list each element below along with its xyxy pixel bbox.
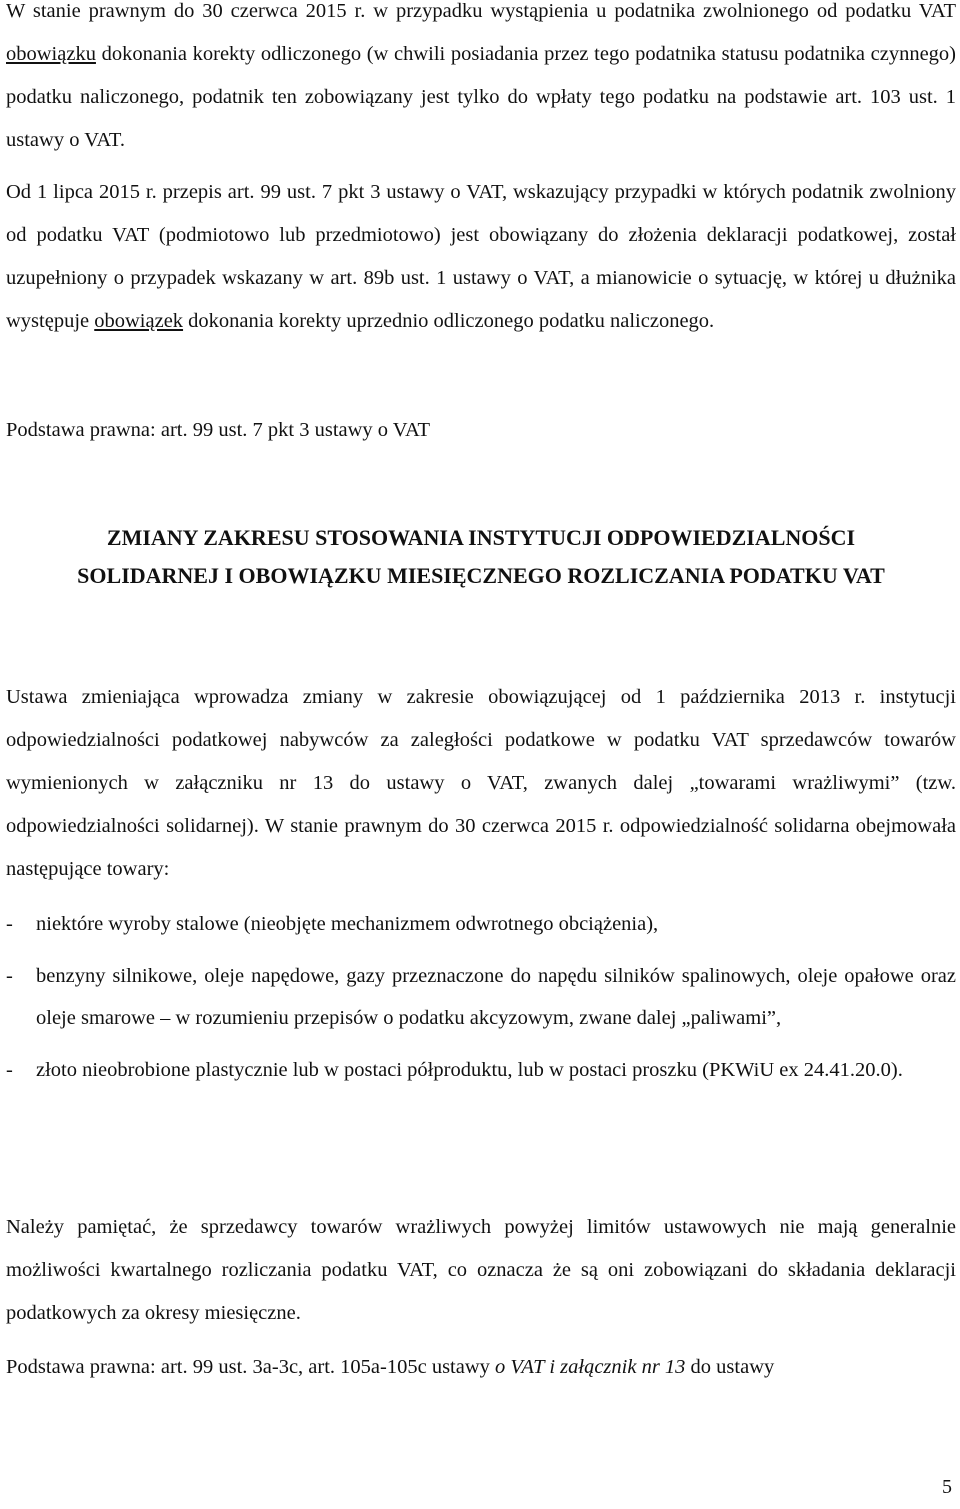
paragraph-legal-state — [6, 0, 956, 162]
list-item-text: złoto nieobrobione plastycznie lub w postaci półproduktu, lub w postaci proszku (PKWiU ex 24.41.20.0). — [36, 1059, 903, 1081]
text-italic-segment: o VAT i załącznik nr 13 — [495, 1356, 686, 1378]
list-item-text: benzyny silnikowe, oleje napędowe, gazy przeznaczone do napędu silników spalinowych, oleje opałowe oraz oleje smarowe – w rozumieniu przepisów o podatku akcyzowym, zwane dalej „paliwami”, — [36, 965, 956, 1029]
heading-line-2: SOLIDARNEJ I OBOWIĄZKU MIESIĘCZNEGO ROZLICZANIA PODATKU VAT — [77, 563, 885, 588]
list-item — [6, 1049, 956, 1091]
text-segment: do ustawy — [685, 1356, 775, 1378]
text-segment: dokonania korekty odliczonego (w chwili posiadania przez tego podatnika statusu podatnika czynnego) podatku naliczonego, podatnik ten zobowiązany jest tylko do wpłaty tego podatku na podstawie art. 103 ust. 1 ustawy o VAT. — [6, 43, 956, 151]
list-item-text: niektóre wyroby stalowe (nieobjęte mechanizmem odwrotnego obciążenia), — [36, 913, 659, 935]
text-segment: Od 1 lipca 2015 r. przepis art. 99 ust. 7 pkt 3 ustawy o VAT, wskazujący przypadki w których podatnik zwolniony od podatku VAT (podmiotowo lub przedmiotowo) jest obowiązany do złożenia deklaracji podatkowej, został uzupełniony o przypadek wskazany w art. 89b ust. 1 ustawy o VAT, a mianowicie o sytuację, w której u dłużnika występuje — [6, 181, 956, 332]
legal-basis-1: Podstawa prawna: art. 99 ust. 7 pkt 3 ustawy o VAT — [6, 419, 431, 441]
paragraph-amending-act: Ustawa zmieniająca wprowadza zmiany w zakresie obowiązującej od 1 października 2013 r. instytucji odpowiedzialności podatkowej nabywców za zaległości podatkowe w podatku VAT sprzedawców towarów wymienionych w załączniku nr 13 do ustawy o VAT, zwanych dalej „towarami wrażliwymi” (tzw. odpowiedzialności solidarnej). W stanie prawnym do 30 czerwca 2015 r. odpowiedzialność solidarna obejmowała następujące towary: — [6, 686, 956, 880]
paragraph-note: Należy pamiętać, że sprzedawcy towarów wrażliwych powyżej limitów ustawowych nie mają generalnie możliwości kwartalnego rozliczania podatku VAT, co oznacza że są oni zobowiązani do składania deklaracji podatkowych za okresy miesięczne. — [6, 1216, 956, 1324]
list-dash: - — [6, 913, 13, 935]
text-segment: W stanie prawnym do 30 czerwca 2015 r. w przypadku wystąpienia u podatnika zwolnionego od podatku VAT — [6, 0, 956, 22]
paragraph-from-july — [6, 171, 956, 343]
link-obowiazek[interactable]: obowiązek — [94, 310, 184, 332]
page-number: 5 — [942, 1476, 952, 1498]
section-heading — [6, 519, 956, 595]
list-dash: - — [6, 1059, 13, 1081]
list-dash: - — [6, 965, 13, 987]
text-segment: dokonania korekty uprzednio odliczonego podatku naliczonego. — [183, 310, 715, 332]
goods-list — [6, 903, 956, 1101]
list-item — [6, 903, 956, 945]
document-page — [6, 0, 956, 1509]
legal-basis-2 — [6, 1346, 956, 1389]
heading-line-1: ZMIANY ZAKRESU STOSOWANIA INSTYTUCJI ODPOWIEDZIALNOŚCI — [106, 525, 856, 550]
text-segment: Podstawa prawna: art. 99 ust. 3a-3c, art. 105a-105c ustawy — [6, 1356, 496, 1378]
link-obowiazku[interactable]: obowiązku — [6, 43, 96, 65]
list-item — [6, 955, 956, 1039]
